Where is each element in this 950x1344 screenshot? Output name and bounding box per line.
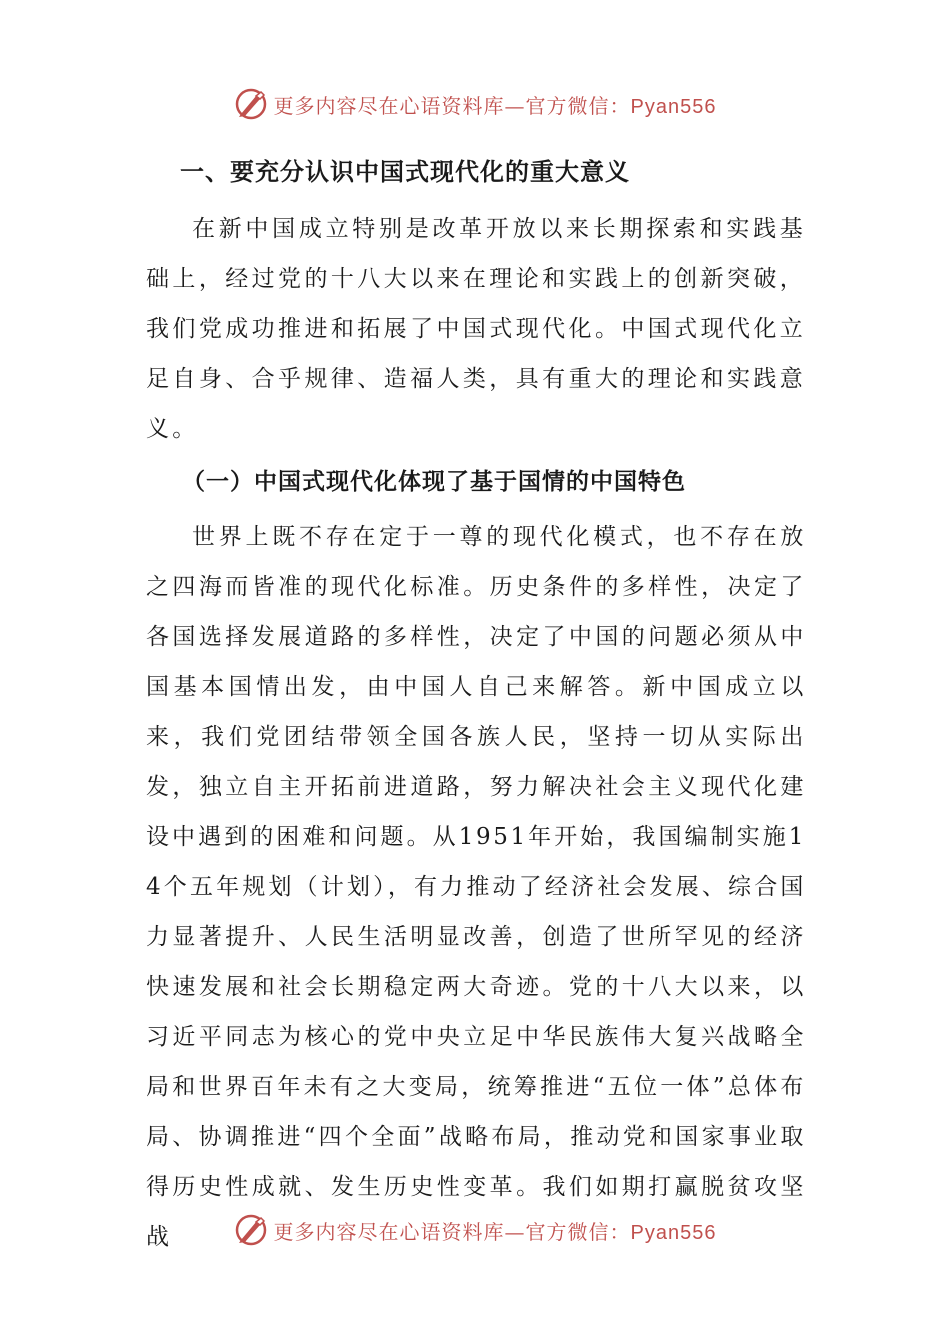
subsection-heading: （一）中国式现代化体现了基于国情的中国特色 [182,469,686,495]
header-banner [0,84,950,124]
pen-logo-icon [234,87,268,121]
paragraph-2: 世界上既不存在定于一尊的现代化模式，也不存在放之四海而皆准的现代化标准。历史条件的多样性，决定了各国选择发展道路的多样性，决定了中国的问题必须从中国基本国情出发，由中国人自己来解答。新中国成立以来，我们党团结带领全国各族人民，坚持一切从实际出发，独立自主开拓前进道路，努力解决社会主义现代化建设中遇到的困难和问题。从1951年开始，我国编制实施14个五年规划（计划），有力推动了经济社会发展、综合国力显著提升、人民生活明显改善，创造了世所罕见的经济快速发展和社会长期稳定两大奇迹。党的十八大以来，以习近平同志为核心的党中央立足中华民族伟大复兴战略全局和世界百年未有之大变局，统筹推进“五位一体”总体布局、协调推进“四个全面”战略布局，推动党和国家事业取得历史性成就、发生历史性变革。我们如期打赢脱贫攻坚战 [146,524,806,1250]
footer-wechat-id: Pyan556 [630,1221,717,1244]
header-banner-text: 更多内容尽在心语资料库—官方微信：Pyan556 [273,93,717,118]
paragraph-1: 在新中国成立特别是改革开放以来长期探索和实践基础上，经过党的十八大以来在理论和实践上的创新突破，我们党成功推进和拓展了中国式现代化。中国式现代化立足自身、合乎规律、造福人类，具有重大的理论和实践意义。 [146,216,806,442]
section-heading: 一、要充分认识中国式现代化的重大意义 [180,158,630,186]
footer-banner [0,1210,950,1250]
pen-logo-icon [234,1213,268,1247]
header-wechat-id: Pyan556 [630,95,717,118]
document-body [146,150,806,1262]
footer-banner-text: 更多内容尽在心语资料库—官方微信：Pyan556 [273,1219,717,1244]
